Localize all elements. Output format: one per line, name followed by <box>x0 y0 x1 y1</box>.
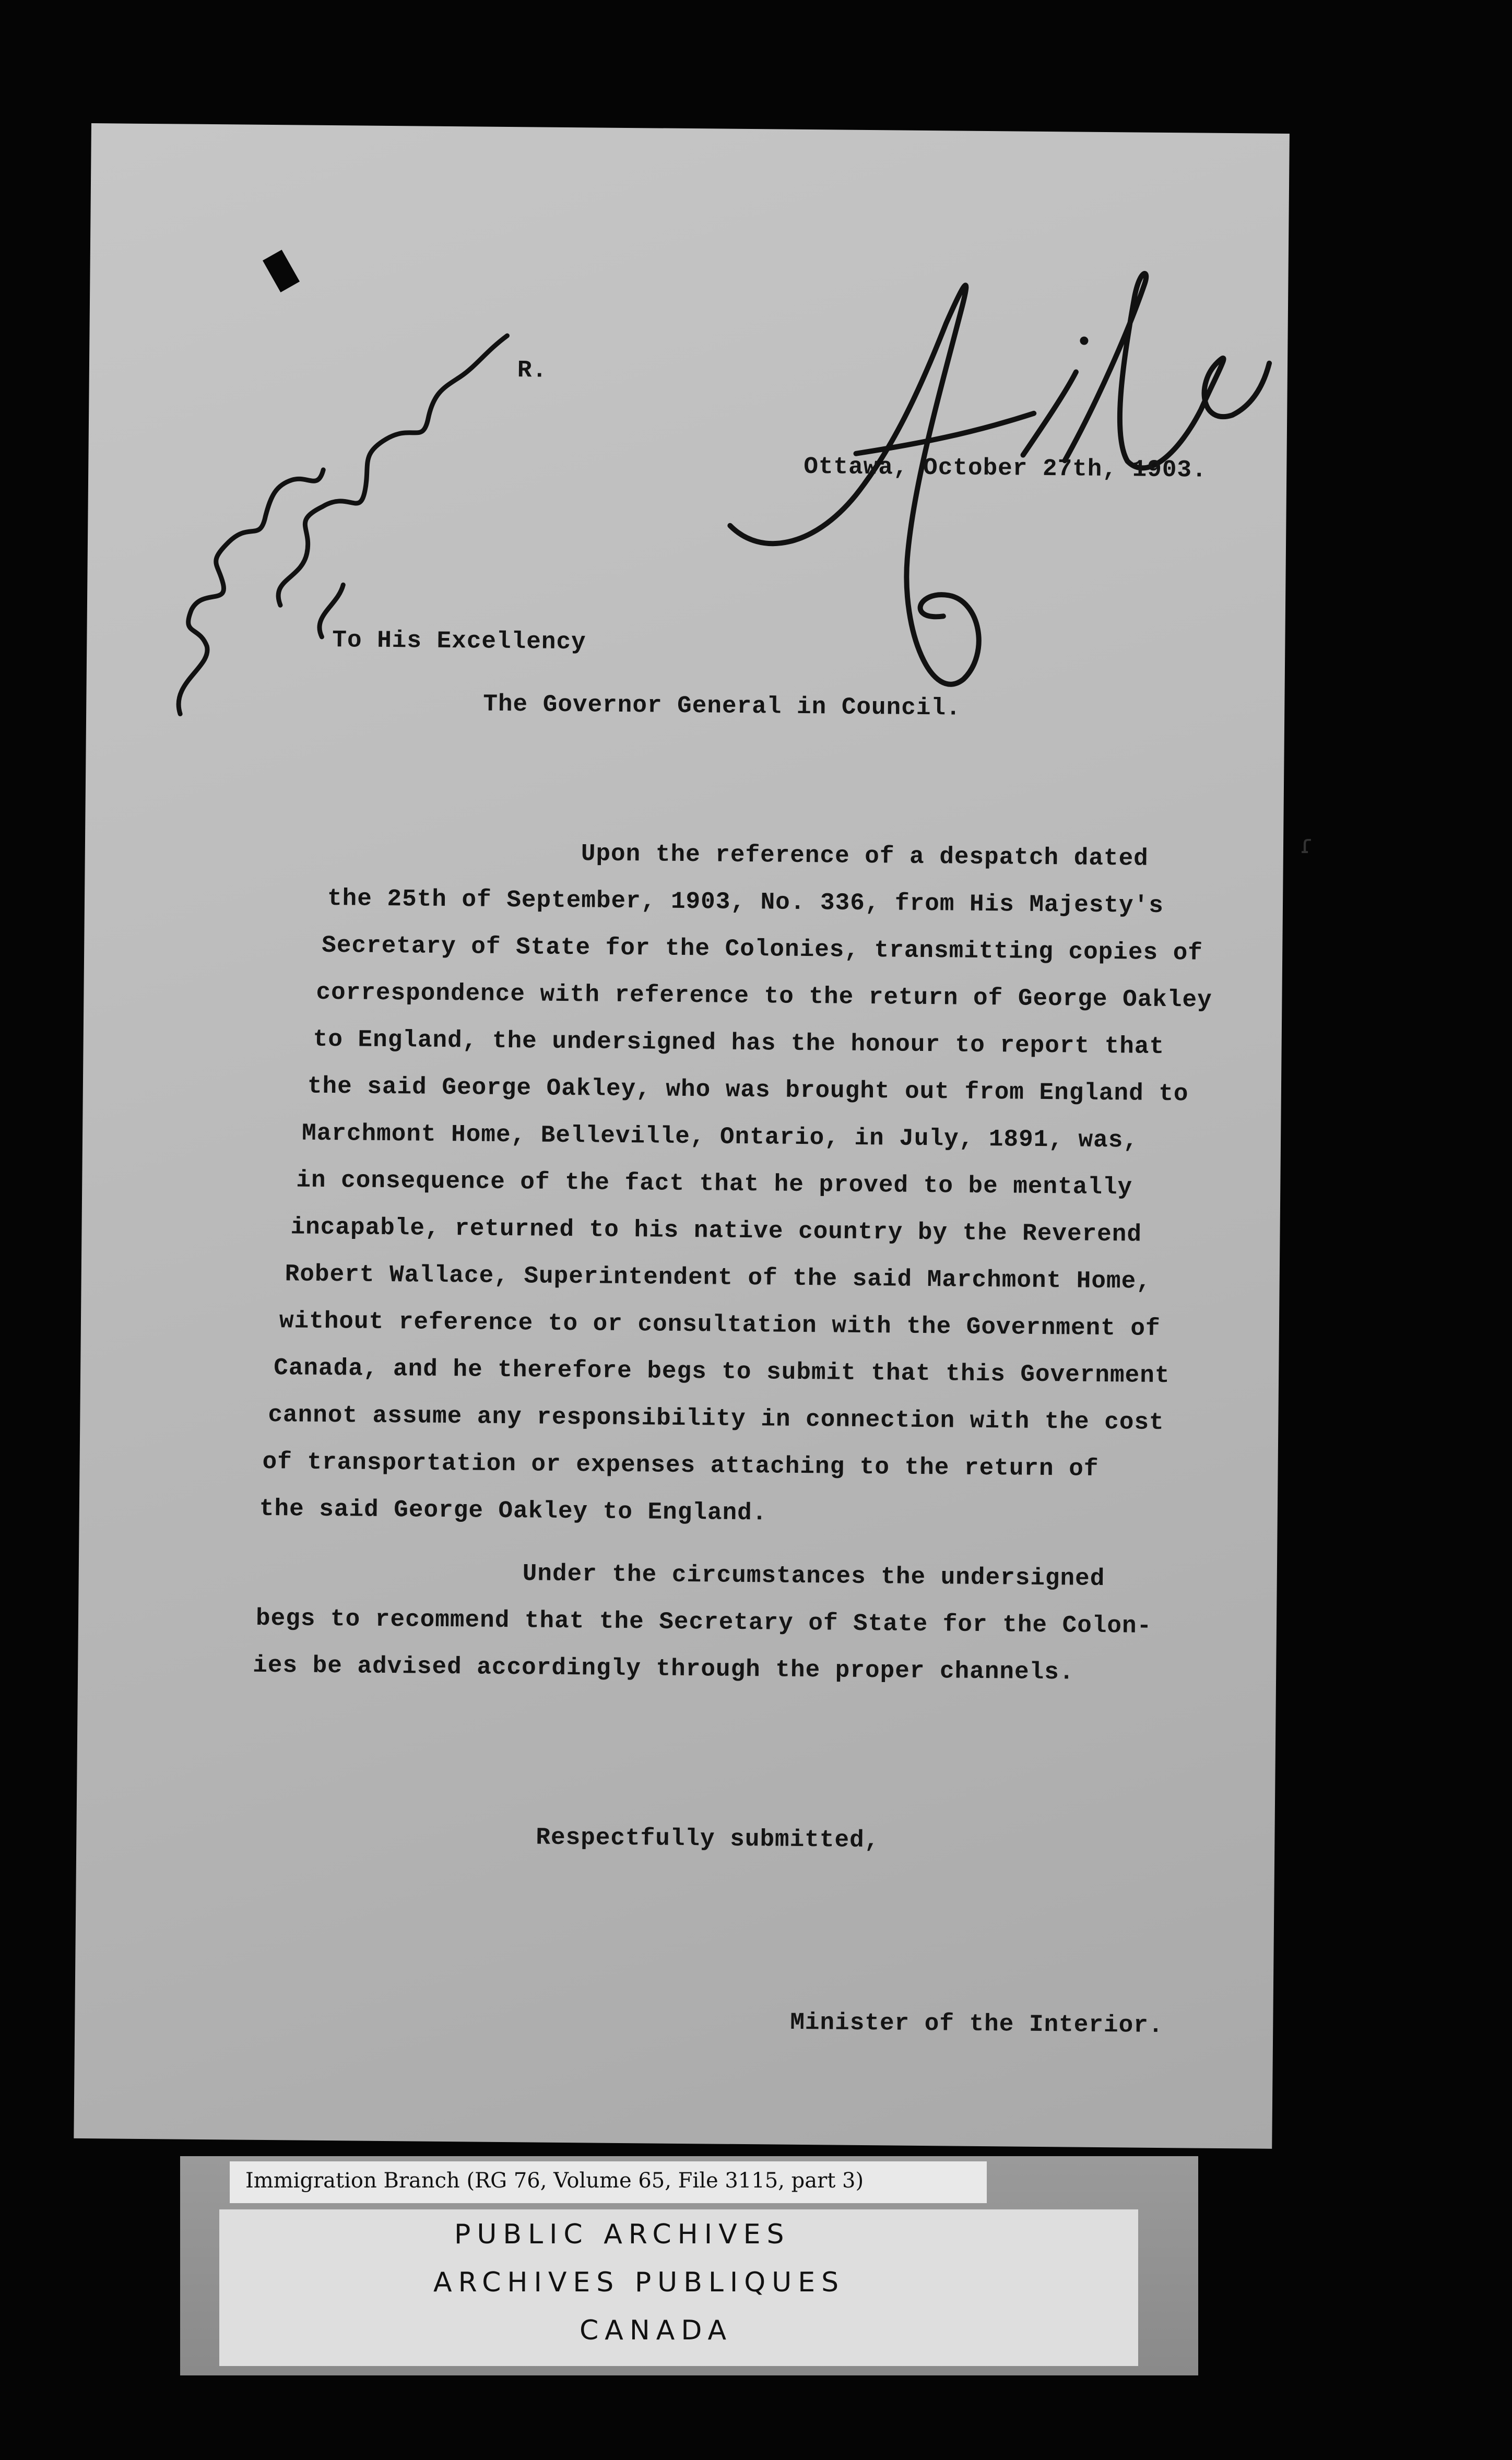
body-line: Secretary of State for the Colonies, transmitting copies of <box>322 931 1203 967</box>
body-line: the said George Oakley, who was brought out from England to <box>307 1072 1189 1108</box>
body-line: Marchmont Home, Belleville, Ontario, in July, 1891, was, <box>301 1119 1139 1154</box>
handwritten-file-annotation <box>696 233 1275 760</box>
margin-tick-mark: ɾ <box>1300 830 1314 859</box>
archive-reference-text: Immigration Branch (RG 76, Volume 65, File 3115, part 3) <box>245 2169 864 2193</box>
archive-stamp <box>219 2209 1138 2366</box>
archive-reference-label <box>230 2161 987 2203</box>
body-line: Upon the reference of a despatch dated <box>581 840 1149 872</box>
stamp-line-2: ARCHIVES PUBLIQUES <box>433 2267 845 2298</box>
stamp-line-1: PUBLIC ARCHIVES <box>454 2219 790 2250</box>
body-line: to England, the undersigned has the honour to report that <box>313 1025 1165 1061</box>
document-page <box>74 123 1290 2149</box>
reference-mark: R. <box>517 357 548 384</box>
body-line: in consequence of the fact that he proved to be mentally <box>296 1166 1133 1201</box>
body-line: begs to recommend that the Secretary of State for the Colon- <box>255 1604 1152 1640</box>
body-line: ies be advised accordingly through the proper channels. <box>253 1651 1074 1686</box>
addressee: The Governor General in Council. <box>483 690 961 722</box>
closing: Respectfully submitted, <box>536 1824 880 1854</box>
body-line: the 25th of September, 1903, No. 336, from His Majesty's <box>327 885 1164 919</box>
body-line: correspondence with reference to the return of George Oakley <box>316 978 1212 1014</box>
handwritten-margin-note <box>149 270 529 743</box>
signature-title: Minister of the Interior. <box>790 2008 1164 2040</box>
stamp-line-3: CANADA <box>580 2315 733 2346</box>
body-line: Under the circumstances the undersigned <box>522 1560 1105 1593</box>
body-line: without reference to or consultation with the Government of <box>279 1307 1161 1342</box>
body-line: the said George Oakley to England. <box>259 1495 767 1527</box>
body-line: Canada, and he therefore begs to submit that this Government <box>273 1354 1170 1390</box>
body-line: incapable, returned to his native country by the Reverend <box>290 1213 1142 1248</box>
body-line: cannot assume any responsibility in connection with the cost <box>268 1401 1164 1437</box>
body-line: of transportation or expenses attaching to the return of <box>262 1448 1099 1483</box>
date-line: Ottawa, October 27th, 1903. <box>804 453 1207 484</box>
body-line: Robert Wallace, Superintendent of the said Marchmont Home, <box>285 1260 1152 1295</box>
salutation: To His Excellency <box>332 626 586 656</box>
